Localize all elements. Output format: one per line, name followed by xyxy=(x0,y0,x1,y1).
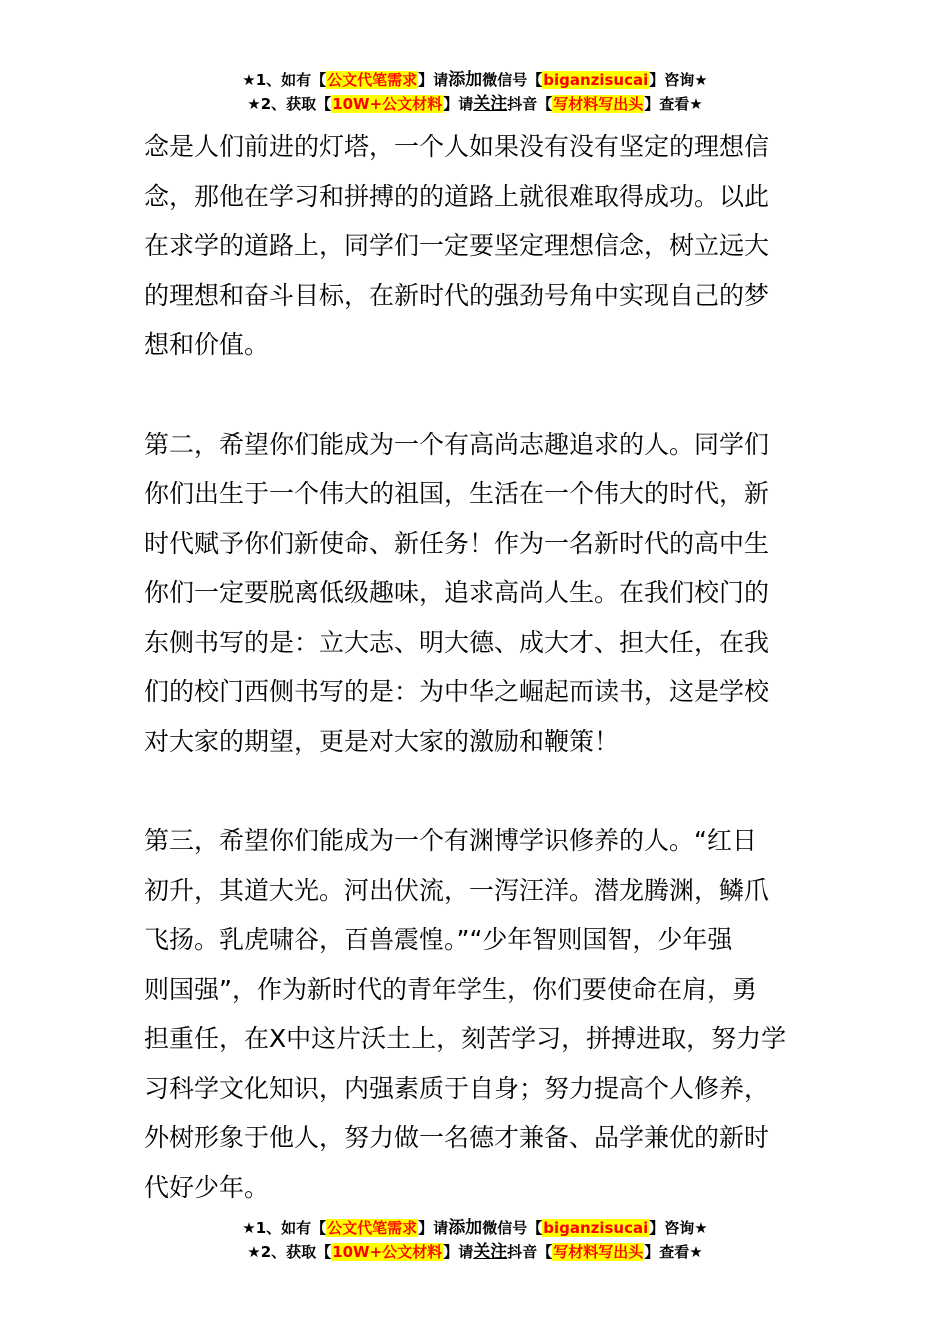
banner-text: 】咨询★ xyxy=(649,71,708,89)
highlight-text: 10W+公文材料 xyxy=(332,95,443,113)
text-line: 飞扬。乳虎啸谷，百兽震惶。”“少年智则国智，少年强 xyxy=(144,925,733,954)
banner-text: 抖音【 xyxy=(507,1243,553,1261)
document-body xyxy=(144,122,808,1212)
emphasis-text: 添加 xyxy=(448,1218,483,1238)
highlight-text: 公文代笔需求 xyxy=(327,1219,418,1237)
text-line: 代好少年。 xyxy=(144,1172,270,1202)
text-line: 担重任，在X中这片沃土上，刻苦学习，拼搏进取，努力学 xyxy=(144,1024,787,1053)
text-line: 第二，希望你们能成为一个有高尚志趣追求的人。同学们 xyxy=(144,429,770,459)
text-line: 初升，其道大光。河出伏流，一泻汪洋。潜龙腾渊，鳞爪 xyxy=(144,875,770,905)
banner-text: 】咨询★ xyxy=(649,1219,708,1237)
banner-text: 】请 xyxy=(443,1243,474,1261)
banner-line-2 xyxy=(0,92,950,116)
paragraph-spacer xyxy=(144,370,808,420)
text-line: 习科学文化知识，内强素质于自身；努力提高个人修养， xyxy=(144,1073,770,1103)
banner-text: ★2、获取【 xyxy=(247,1243,332,1261)
banner-line-2 xyxy=(0,1240,950,1264)
text-line: 念，那他在学习和拼搏的的道路上就很难取得成功。以此 xyxy=(144,181,770,211)
paragraph-1 xyxy=(144,122,808,370)
banner-text: 微信号【 xyxy=(482,1219,543,1237)
banner-text: ★1、如有【 xyxy=(242,71,327,89)
banner-text: 】查看★ xyxy=(644,1243,703,1261)
text-line: 对大家的期望，更是对大家的激励和鞭策！ xyxy=(144,726,620,756)
banner-text: 抖音【 xyxy=(507,95,553,113)
paragraph-spacer xyxy=(144,766,808,816)
text-line: 的理想和奋斗目标，在新时代的强劲号角中实现自己的梦 xyxy=(144,280,770,310)
banner-line-1 xyxy=(0,68,950,92)
text-line: 你们出生于一个伟大的祖国，生活在一个伟大的时代，新 xyxy=(144,479,770,508)
banner-text: ★2、获取【 xyxy=(247,95,332,113)
banner-text: 】请 xyxy=(443,95,474,113)
highlight-text: 10W+公文材料 xyxy=(332,1243,443,1261)
text-line: 你们一定要脱离低级趣味，追求高尚人生。在我们校门的 xyxy=(144,578,770,607)
banner-text: 】查看★ xyxy=(644,95,703,113)
text-line: 外树形象于他人，努力做一名德才兼备、品学兼优的新时 xyxy=(144,1123,770,1152)
emphasis-text: 关注 xyxy=(473,94,508,114)
douyin-id-highlight: 写材料写出头 xyxy=(553,1243,644,1261)
paragraph-2 xyxy=(144,420,808,767)
text-line: 想和价值。 xyxy=(144,330,270,359)
wechat-id-highlight: biganzisucai xyxy=(543,71,649,89)
banner-text: 】请 xyxy=(418,71,449,89)
paragraph-3 xyxy=(144,816,808,1212)
text-line: 则国强”，作为新时代的青年学生，你们要使命在肩，勇 xyxy=(144,974,757,1004)
text-line: 们的校门西侧书写的是：为中华之崛起而读书，这是学校 xyxy=(144,677,770,706)
highlight-text: 公文代笔需求 xyxy=(327,71,418,89)
wechat-id-highlight: biganzisucai xyxy=(543,1219,649,1237)
douyin-id-highlight: 写材料写出头 xyxy=(553,95,644,113)
emphasis-text: 关注 xyxy=(473,1242,508,1262)
text-line: 念是人们前进的灯塔，一个人如果没有没有坚定的理想信 xyxy=(144,132,770,161)
banner-line-1 xyxy=(0,1216,950,1240)
banner-text: 微信号【 xyxy=(482,71,543,89)
header-banner xyxy=(0,68,950,116)
banner-text: ★1、如有【 xyxy=(242,1219,327,1237)
text-line: 时代赋予你们新使命、新任务！作为一名新时代的高中生 xyxy=(144,528,770,558)
text-line: 东侧书写的是：立大志、明大德、成大才、担大任，在我 xyxy=(144,627,770,657)
footer-banner xyxy=(0,1216,950,1264)
emphasis-text: 添加 xyxy=(448,70,483,90)
banner-text: 】请 xyxy=(418,1219,449,1237)
text-line: 第三，希望你们能成为一个有渊博学识修养的人。“红日 xyxy=(144,826,757,855)
text-line: 在求学的道路上，同学们一定要坚定理想信念，树立远大 xyxy=(144,231,770,260)
